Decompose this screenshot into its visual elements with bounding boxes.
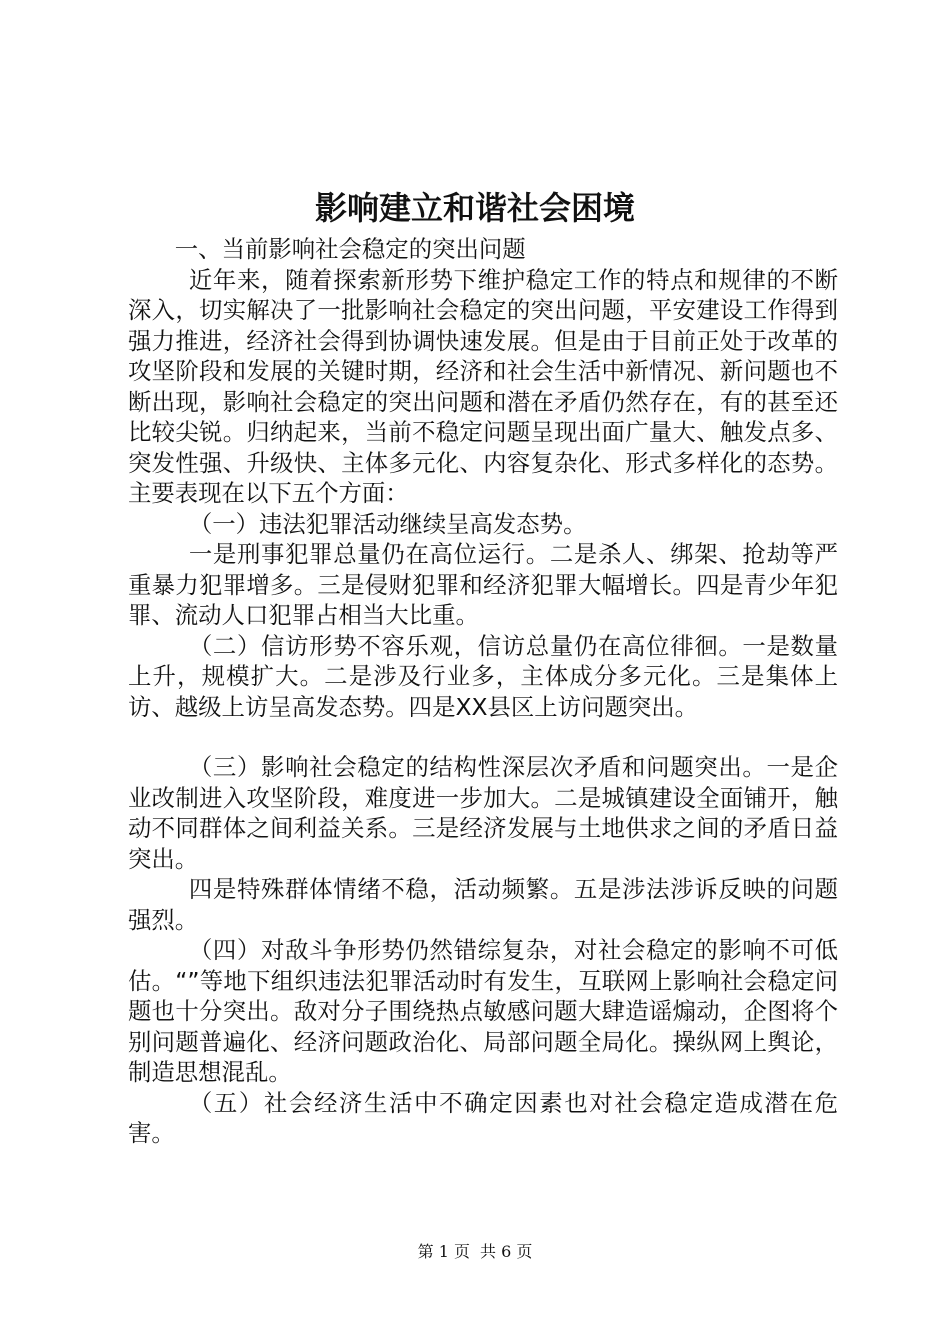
subsection-heading-2: （二）信访形势不容乐观，信访总量仍在高位徘徊。一是数量上升，规模扩大。二是涉及行业多，主体成分多元化。三是集体上访、越级上访呈高发态势。四是XX县区上访问题突出。 xyxy=(128,631,838,721)
document-body xyxy=(128,234,838,1149)
document-title: 影响建立和谐社会困境 xyxy=(314,189,635,227)
paragraph-crime: 一是刑事犯罪总量仍在高位运行。二是杀人、绑架、抢劫等严重暴力犯罪增多。三是侵财犯罪和经济犯罪大幅增长。四是青少年犯罪、流动人口犯罪占相当大比重。 xyxy=(128,540,838,629)
subsection-heading-5: （五）社会经济生活中不确定因素也对社会稳定造成潜在危害。 xyxy=(128,1088,838,1147)
page-number: 第 1 页 xyxy=(417,1242,470,1261)
subsection-heading-1: （一）违法犯罪活动继续呈高发态势。 xyxy=(188,509,587,538)
page-footer xyxy=(0,1241,950,1263)
paragraph-gap xyxy=(128,722,838,752)
subsection-heading-3: （三）影响社会稳定的结构性深层次矛盾和问题突出。一是企业改制进入攻坚阶段，难度进一步加大。二是城镇建设全面铺开，触动不同群体之间利益关系。三是经济发展与土地供求之间的矛盾日益突出。 xyxy=(128,753,838,873)
page-total: 共 6 页 xyxy=(480,1242,533,1261)
section-heading: 一、当前影响社会稳定的突出问题 xyxy=(174,235,526,263)
paragraph-special-groups: 四是特殊群体情绪不稳，活动频繁。五是涉法涉诉反映的问题强烈。 xyxy=(128,875,838,934)
subsection-heading-4: （四）对敌斗争形势仍然错综复杂，对社会稳定的影响不可低估。“”等地下组织违法犯罪活动时有发生，互联网上影响社会稳定问题也十分突出。敌对分子围绕热点敏感问题大肆造谣煽动，企图将个别问题普遍化、经济问题政治化、局部问题全局化。操纵网上舆论，制造思想混乱。 xyxy=(128,936,838,1086)
paragraph-intro: 近年来，随着探索新形势下维护稳定工作的特点和规律的不断深入，切实解决了一批影响社会稳定的突出问题，平安建设工作得到强力推进，经济社会得到协调快速发展。但是由于目前正处于改革的攻坚阶段和发展的关键时期，经济和社会生活中新情况、新问题也不断出现，影响社会稳定的突出问题和潜在矛盾仍然存在，有的甚至还比较尖锐。归纳起来，当前不稳定问题呈现出面广量大、触发点多、突发性强、升级快、主体多元化、内容复杂化、形式多样化的态势。主要表现在以下五个方面： xyxy=(128,265,838,507)
